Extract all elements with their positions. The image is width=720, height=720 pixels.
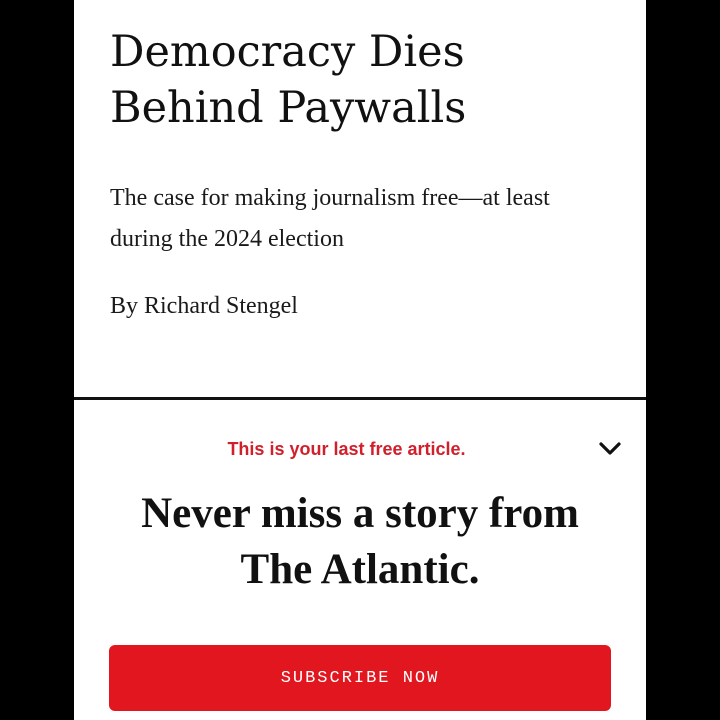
paywall-panel bbox=[74, 397, 646, 720]
chevron-down-icon bbox=[596, 434, 624, 462]
article-byline: By Richard Stengel bbox=[110, 293, 298, 319]
article-dek: The case for making journalism free—at least during the 2024 election bbox=[110, 185, 550, 252]
article-headline: Democracy Dies Behind Paywalls bbox=[110, 27, 467, 133]
collapse-paywall-button[interactable] bbox=[596, 434, 624, 462]
subscribe-now-button[interactable]: SUBSCRIBE NOW bbox=[109, 645, 611, 711]
article-header bbox=[74, 0, 646, 398]
paywall-promo-heading: Never miss a story from The Atlantic. bbox=[141, 490, 579, 593]
article-screen bbox=[74, 0, 646, 720]
last-free-article-notice: This is your last free article. bbox=[227, 439, 466, 459]
